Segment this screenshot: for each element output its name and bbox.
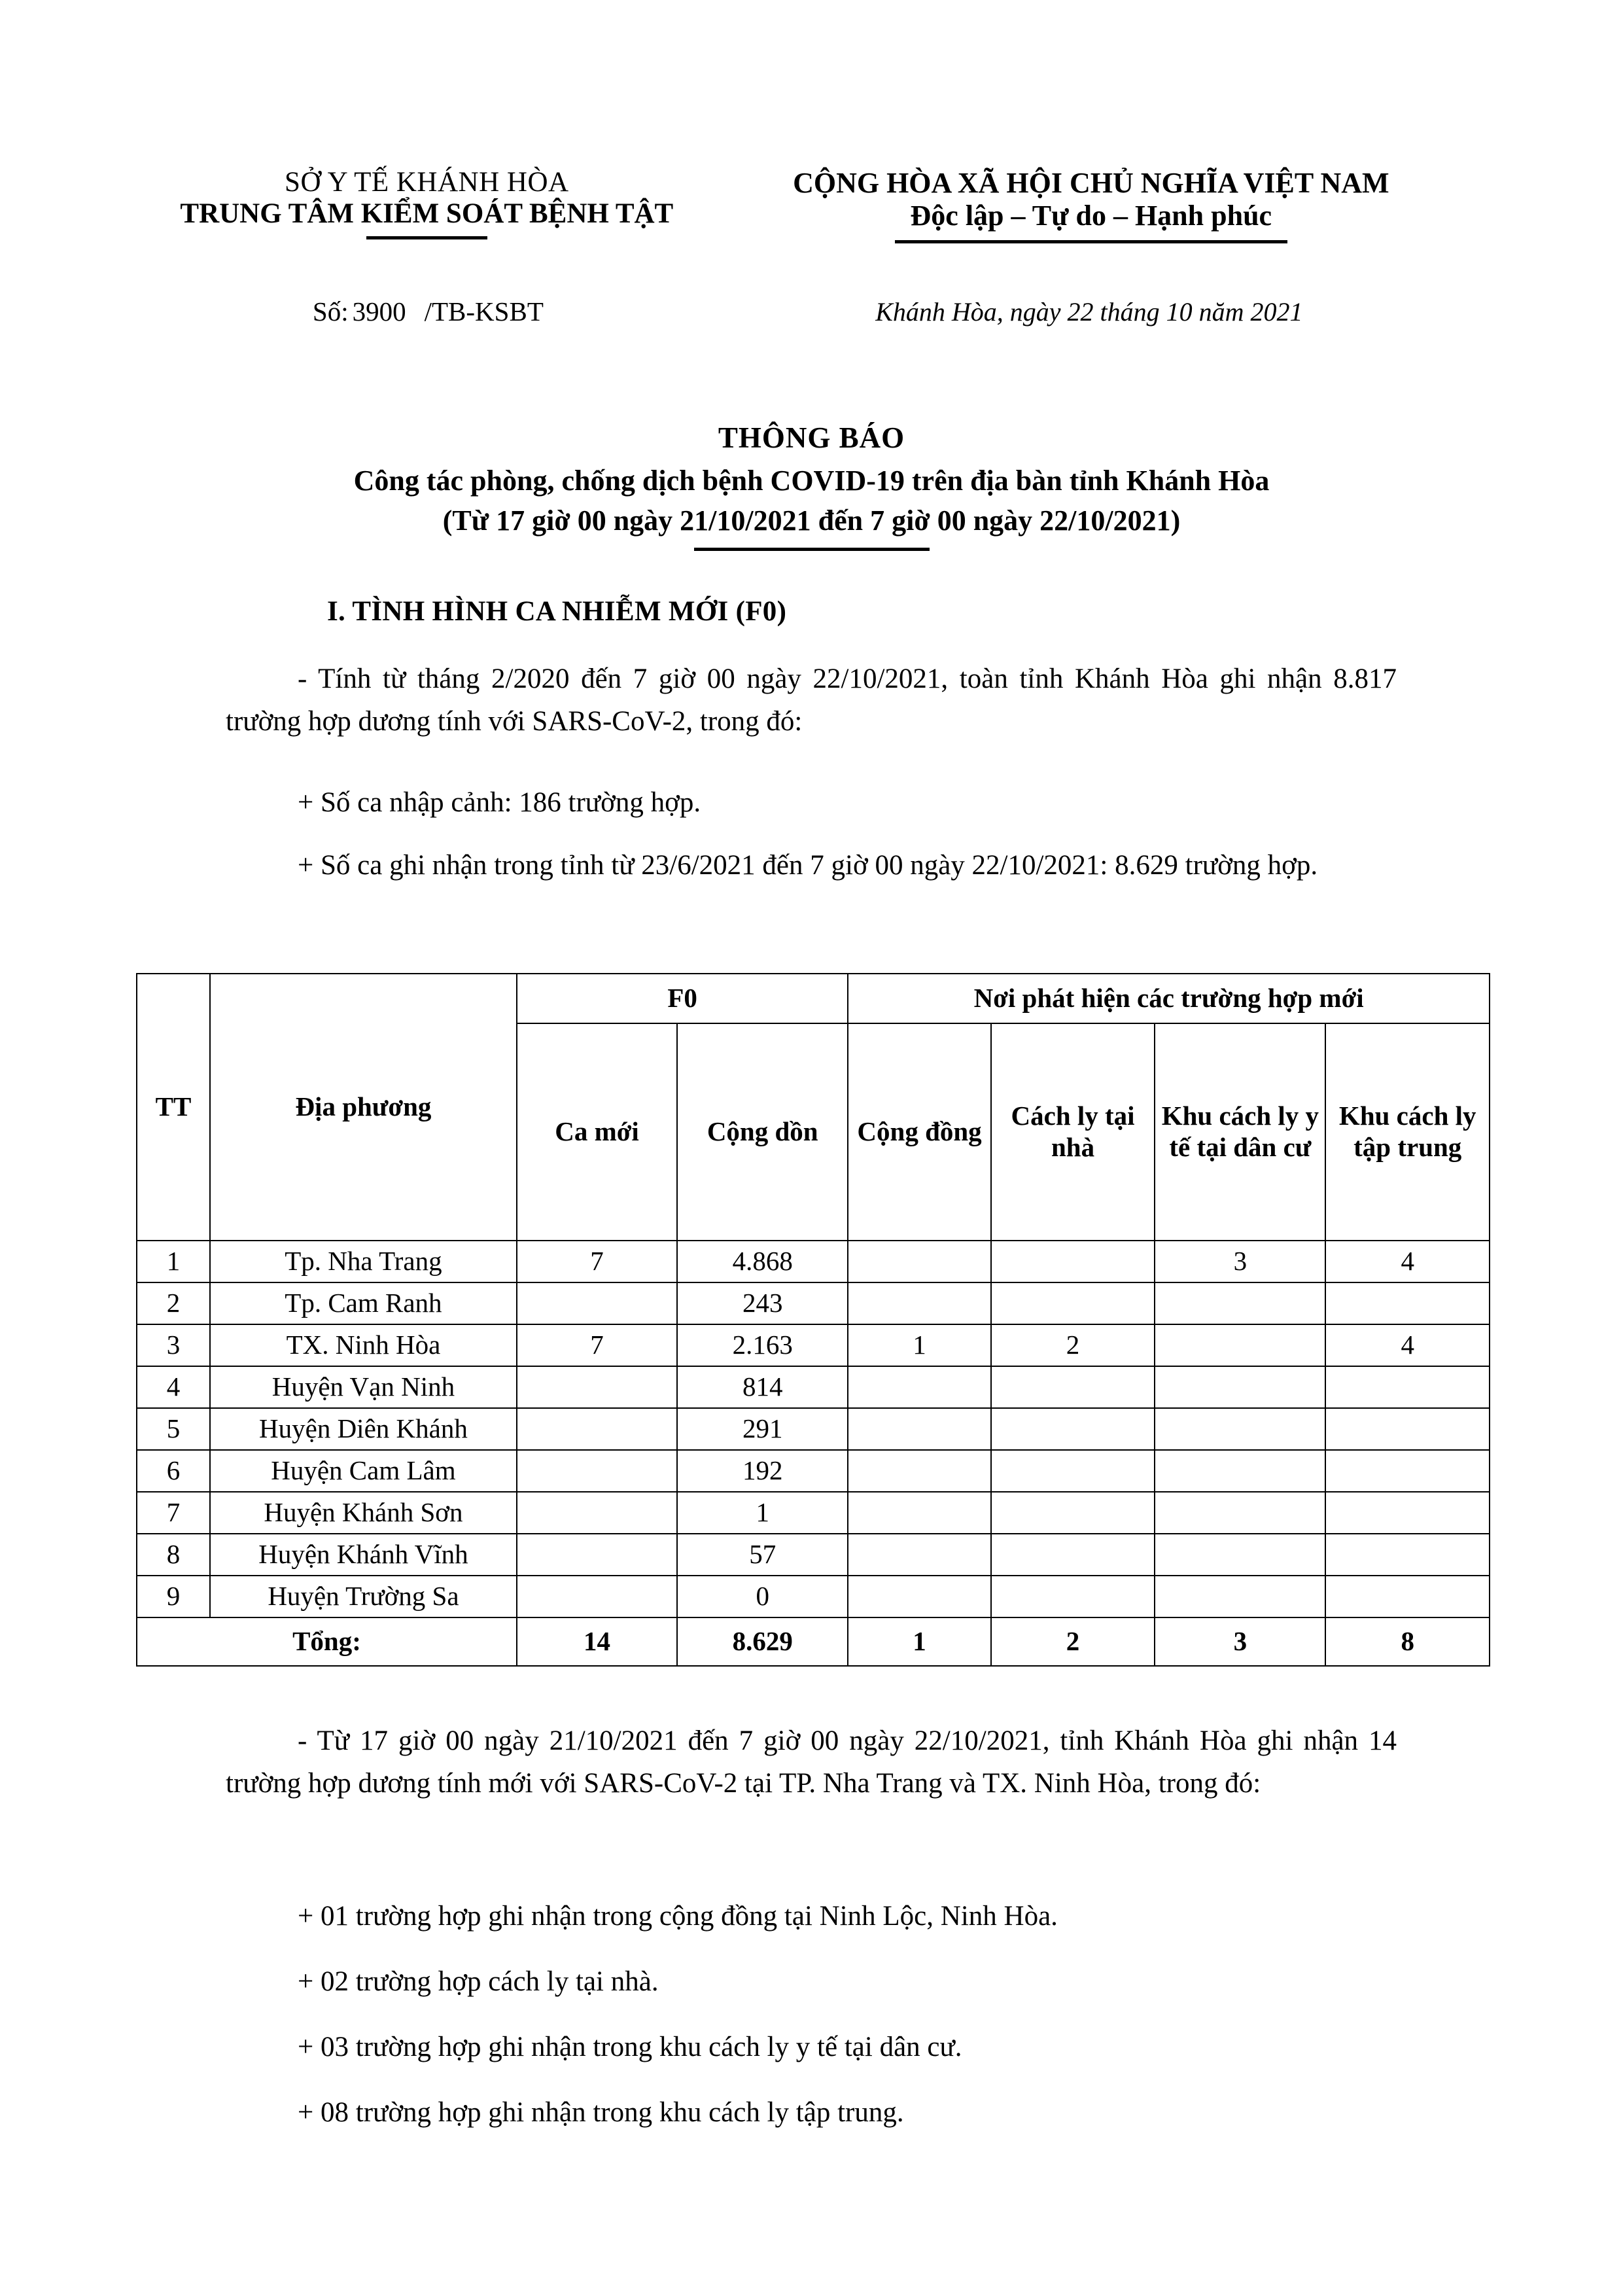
cell-home-quarantine: [991, 1534, 1155, 1576]
cell-community-cases: [848, 1576, 991, 1617]
bullet-community-cases: + 01 trường hợp ghi nhận trong cộng đồng tại Ninh Lộc, Ninh Hòa.: [298, 1901, 1058, 1932]
cell-medical-quarantine: [1155, 1576, 1325, 1617]
cell-centralized-quarantine: [1325, 1366, 1490, 1408]
table-row: [137, 1408, 1490, 1450]
cell-community-cases: [848, 1241, 991, 1282]
cell-centralized-quarantine: [1325, 1534, 1490, 1576]
cell-cumulative-cases: 814: [677, 1366, 848, 1408]
cell-medical-quarantine: [1155, 1492, 1325, 1534]
cell-cumulative-cases: 0: [677, 1576, 848, 1617]
bullet-medical-quarantine-cases: + 03 trường hợp ghi nhận trong khu cách ly y tế tại dân cư.: [298, 2032, 962, 2062]
table-row: [137, 1492, 1490, 1534]
cell-home-quarantine: [991, 1241, 1155, 1282]
table-row: [137, 1366, 1490, 1408]
cell-row-number: 2: [137, 1282, 210, 1324]
cell-home-quarantine: [991, 1450, 1155, 1492]
cell-cumulative-cases: 291: [677, 1408, 848, 1450]
cell-medical-quarantine: [1155, 1282, 1325, 1324]
document-number: [150, 296, 706, 327]
cell-new-cases: [517, 1492, 677, 1534]
cell-new-cases: [517, 1534, 677, 1576]
cell-centralized-quarantine: [1325, 1408, 1490, 1450]
bullet-home-quarantine-cases: + 02 trường hợp cách ly tại nhà.: [298, 1966, 659, 1997]
table-total-row: [137, 1617, 1490, 1666]
cell-cumulative-cases: 4.868: [677, 1241, 848, 1282]
title-underline-rule: [694, 548, 930, 551]
cell-cumulative-cases: 243: [677, 1282, 848, 1324]
cell-community-cases: [848, 1282, 991, 1324]
total-centralized-quarantine: 8: [1325, 1617, 1490, 1666]
cell-medical-quarantine: [1155, 1324, 1325, 1366]
column-group-header-detection-location: Nơi phát hiện các trường hợp mới: [848, 974, 1490, 1023]
cell-locality-name: Huyện Cam Lâm: [210, 1450, 517, 1492]
cell-locality-name: Huyện Trường Sa: [210, 1576, 517, 1617]
issuing-organization-block: [150, 167, 710, 239]
column-header-centralized-quarantine: Khu cách ly tập trung: [1325, 1023, 1490, 1241]
document-subject: Công tác phòng, chống dịch bệnh COVID-19 trên địa bàn tỉnh Khánh Hòa: [353, 464, 1270, 497]
total-new-cases: 14: [517, 1617, 677, 1666]
cell-centralized-quarantine: [1325, 1576, 1490, 1617]
title-block: [196, 419, 1427, 551]
cell-home-quarantine: [991, 1282, 1155, 1324]
paragraph-new-cases-summary: - Từ 17 giờ 00 ngày 21/10/2021 đến 7 giờ 00 ngày 22/10/2021, tỉnh Khánh Hòa ghi nhận 14 trường hợp dương tính mới với SARS-CoV-2 tại TP. Nha Trang và TX. Ninh Hòa, trong đó:: [226, 1725, 1397, 1799]
cell-new-cases: 7: [517, 1324, 677, 1366]
column-header-home-quarantine: Cách ly tại nhà: [991, 1023, 1155, 1241]
table-row: [137, 1324, 1490, 1366]
cell-new-cases: [517, 1576, 677, 1617]
place-and-date: Khánh Hòa, ngày 22 tháng 10 năm 2021: [875, 297, 1303, 327]
document-header: [150, 167, 1473, 243]
total-community-cases: 1: [848, 1617, 991, 1666]
table-row: [137, 1576, 1490, 1617]
department-name: SỞ Y TẾ KHÁNH HÒA: [285, 167, 569, 198]
table-row: [137, 1450, 1490, 1492]
cell-medical-quarantine: [1155, 1366, 1325, 1408]
cell-cumulative-cases: 2.163: [677, 1324, 848, 1366]
cases-table-container: [136, 973, 1490, 1667]
country-name: CỘNG HÒA XÃ HỘI CHỦ NGHĨA VIỆT NAM: [793, 167, 1389, 199]
cell-locality-name: Tp. Cam Ranh: [210, 1282, 517, 1324]
cell-locality-name: Huyện Khánh Sơn: [210, 1492, 517, 1534]
paragraph-cumulative-cases: - Tính từ tháng 2/2020 đến 7 giờ 00 ngày 22/10/2021, toàn tỉnh Khánh Hòa ghi nhận 8.817 trường hợp dương tính với SARS-CoV-2, trong đó:: [226, 663, 1397, 737]
table-row: [137, 1534, 1490, 1576]
cell-cumulative-cases: 57: [677, 1534, 848, 1576]
document-type-title: THÔNG BÁO: [718, 421, 905, 454]
column-header-medical-quarantine-residential: Khu cách ly y tế tại dân cư: [1155, 1023, 1325, 1241]
cell-new-cases: [517, 1408, 677, 1450]
cell-home-quarantine: [991, 1408, 1155, 1450]
column-header-community: Cộng đồng: [848, 1023, 991, 1241]
cell-medical-quarantine: [1155, 1408, 1325, 1450]
cell-community-cases: [848, 1450, 991, 1492]
cell-home-quarantine: [991, 1492, 1155, 1534]
cell-community-cases: [848, 1366, 991, 1408]
column-header-new-cases: Ca mới: [517, 1023, 677, 1241]
national-motto-block: [710, 167, 1473, 243]
cell-medical-quarantine: 3: [1155, 1241, 1325, 1282]
cell-locality-name: Huyện Khánh Vĩnh: [210, 1534, 517, 1576]
cell-cumulative-cases: 192: [677, 1450, 848, 1492]
cell-row-number: 6: [137, 1450, 210, 1492]
document-number-label: Số:: [312, 296, 349, 327]
cell-locality-name: Tp. Nha Trang: [210, 1241, 517, 1282]
cell-new-cases: [517, 1450, 677, 1492]
cell-centralized-quarantine: 4: [1325, 1241, 1490, 1282]
cell-medical-quarantine: [1155, 1534, 1325, 1576]
cell-centralized-quarantine: [1325, 1492, 1490, 1534]
total-medical-quarantine: 3: [1155, 1617, 1325, 1666]
table-body: [137, 1241, 1490, 1666]
reporting-period: (Từ 17 giờ 00 ngày 21/10/2021 đến 7 giờ 00 ngày 22/10/2021): [442, 504, 1181, 537]
cell-row-number: 5: [137, 1408, 210, 1450]
center-name: TRUNG TÂM KIỂM SOÁT BỆNH TẬT: [180, 198, 674, 230]
cell-new-cases: [517, 1282, 677, 1324]
cell-locality-name: Huyện Diên Khánh: [210, 1408, 517, 1450]
cases-by-locality-table: [136, 973, 1490, 1667]
column-group-header-f0: F0: [517, 974, 848, 1023]
paragraph-imported-cases: + Số ca nhập cảnh: 186 trường hợp.: [298, 787, 701, 818]
cell-centralized-quarantine: 4: [1325, 1324, 1490, 1366]
cell-locality-name: Huyện Vạn Ninh: [210, 1366, 517, 1408]
cell-new-cases: 7: [517, 1241, 677, 1282]
cell-row-number: 3: [137, 1324, 210, 1366]
document-number-suffix: /TB-KSBT: [424, 296, 544, 327]
cell-centralized-quarantine: [1325, 1282, 1490, 1324]
cell-row-number: 4: [137, 1366, 210, 1408]
bullet-centralized-quarantine-cases: + 08 trường hợp ghi nhận trong khu cách ly tập trung.: [298, 2097, 904, 2128]
national-motto: Độc lập – Tự do – Hạnh phúc: [910, 200, 1272, 232]
total-cumulative-cases: 8.629: [677, 1617, 848, 1666]
cell-row-number: 1: [137, 1241, 210, 1282]
cell-community-cases: [848, 1534, 991, 1576]
section-heading-1: I. TÌNH HÌNH CA NHIỄM MỚI (F0): [327, 596, 787, 627]
cell-home-quarantine: [991, 1366, 1155, 1408]
total-home-quarantine: 2: [991, 1617, 1155, 1666]
cell-row-number: 7: [137, 1492, 210, 1534]
cell-medical-quarantine: [1155, 1450, 1325, 1492]
cell-centralized-quarantine: [1325, 1450, 1490, 1492]
organization-underline-rule: [366, 236, 487, 239]
cell-row-number: 9: [137, 1576, 210, 1617]
table-header-row-groups: [137, 974, 1490, 1023]
cell-community-cases: [848, 1408, 991, 1450]
column-header-tt: TT: [137, 974, 210, 1241]
column-header-cumulative: Cộng dồn: [677, 1023, 848, 1241]
cell-row-number: 8: [137, 1534, 210, 1576]
column-header-place: Địa phương: [210, 974, 517, 1241]
table-header: [137, 974, 1490, 1241]
cell-new-cases: [517, 1366, 677, 1408]
cell-locality-name: TX. Ninh Hòa: [210, 1324, 517, 1366]
table-row: [137, 1282, 1490, 1324]
total-label: Tổng:: [137, 1617, 517, 1666]
motto-underline-rule: [895, 240, 1287, 243]
cell-community-cases: [848, 1492, 991, 1534]
paragraph-inprovince-cases: + Số ca ghi nhận trong tỉnh từ 23/6/2021 đến 7 giờ 00 ngày 22/10/2021: 8.629 trường hợp.: [298, 850, 1318, 881]
cell-cumulative-cases: 1: [677, 1492, 848, 1534]
cell-home-quarantine: [991, 1576, 1155, 1617]
document-number-row: [150, 296, 1473, 327]
cell-home-quarantine: 2: [991, 1324, 1155, 1366]
document-number-value: 3900: [352, 296, 406, 327]
table-row: [137, 1241, 1490, 1282]
cell-community-cases: 1: [848, 1324, 991, 1366]
